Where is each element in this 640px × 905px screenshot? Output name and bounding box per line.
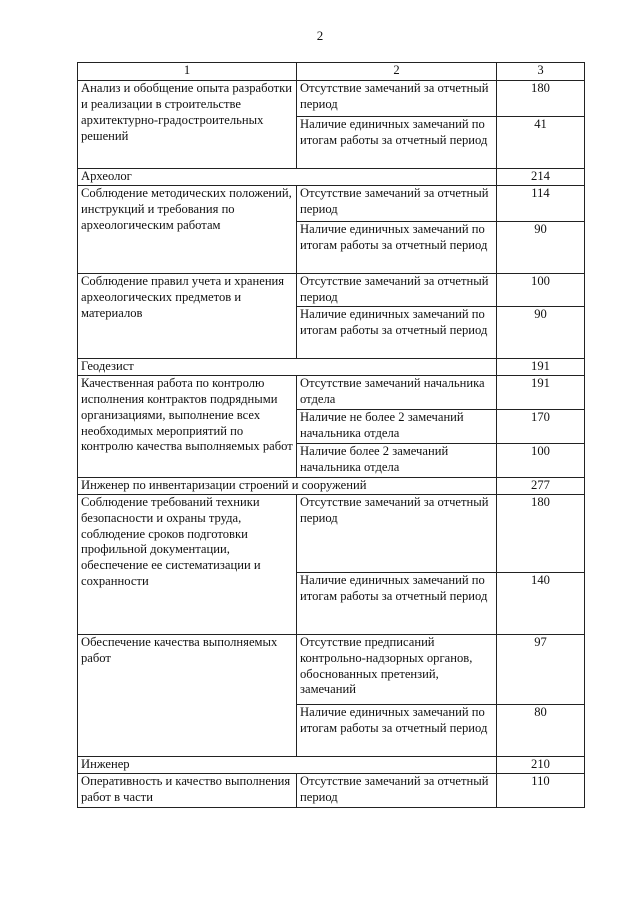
section-row xyxy=(78,358,585,375)
condition-cell: Наличие единичных замечаний по итогам работы за отчетный период xyxy=(297,306,497,358)
table-row xyxy=(78,494,585,572)
condition-cell: Отсутствие замечаний за отчетный период xyxy=(297,185,497,221)
points-cell: 110 xyxy=(497,773,585,807)
condition-cell: Отсутствие замечаний за отчетный период xyxy=(297,273,497,306)
criterion-cell: Соблюдение требований техники безопасности и охраны труда, соблюдение сроков подготовки профильной документации, обеспечение ее систематизации и сохранности xyxy=(78,494,297,634)
points-cell: 90 xyxy=(497,221,585,273)
condition-cell: Наличие единичных замечаний по итогам работы за отчетный период xyxy=(297,117,497,169)
section-points: 277 xyxy=(497,477,585,494)
points-cell: 41 xyxy=(497,117,585,169)
section-points: 214 xyxy=(497,169,585,186)
points-cell: 97 xyxy=(497,634,585,704)
table-row xyxy=(78,273,585,306)
points-cell: 140 xyxy=(497,572,585,634)
points-cell: 100 xyxy=(497,443,585,477)
points-cell: 80 xyxy=(497,704,585,756)
criteria-table xyxy=(77,62,585,808)
table-row xyxy=(78,634,585,704)
header-col-2: 2 xyxy=(297,63,497,81)
header-col-1: 1 xyxy=(78,63,297,81)
condition-cell: Наличие единичных замечаний по итогам работы за отчетный период xyxy=(297,704,497,756)
points-cell: 90 xyxy=(497,306,585,358)
criterion-cell: Оперативность и качество выполнения работ в части xyxy=(78,773,297,807)
section-row xyxy=(78,169,585,186)
criterion-cell: Обеспечение качества выполняемых работ xyxy=(78,634,297,756)
condition-cell: Наличие более 2 замечаний начальника отдела xyxy=(297,443,497,477)
section-points: 191 xyxy=(497,358,585,375)
points-cell: 180 xyxy=(497,81,585,117)
points-cell: 114 xyxy=(497,185,585,221)
condition-cell: Наличие не более 2 замечаний начальника отдела xyxy=(297,409,497,443)
points-cell: 180 xyxy=(497,494,585,572)
points-cell: 170 xyxy=(497,409,585,443)
criterion-cell: Качественная работа по контролю исполнения контрактов подрядными организациями, выполнение всех необходимых мероприятий по контролю качества выполняемых работ xyxy=(78,375,297,477)
section-row xyxy=(78,756,585,773)
table-row xyxy=(78,185,585,221)
points-cell: 191 xyxy=(497,375,585,409)
condition-cell: Отсутствие замечаний за отчетный период xyxy=(297,494,497,572)
criterion-cell: Соблюдение правил учета и хранения археологических предметов и материалов xyxy=(78,273,297,358)
condition-cell: Отсутствие замечаний за отчетный период xyxy=(297,81,497,117)
criterion-cell: Соблюдение методических положений, инструкций и требования по археологическим работам xyxy=(78,185,297,273)
section-title: Геодезист xyxy=(78,358,497,375)
table-row xyxy=(78,773,585,807)
section-title: Инженер xyxy=(78,756,497,773)
section-title: Инженер по инвентаризации строений и сооружений xyxy=(78,477,497,494)
table-header-row xyxy=(78,63,585,81)
condition-cell: Отсутствие замечаний начальника отдела xyxy=(297,375,497,409)
condition-cell: Наличие единичных замечаний по итогам работы за отчетный период xyxy=(297,221,497,273)
condition-cell: Отсутствие предписаний контрольно-надзорных органов, обоснованных претензий, замечаний xyxy=(297,634,497,704)
condition-cell: Наличие единичных замечаний по итогам работы за отчетный период xyxy=(297,572,497,634)
section-title: Археолог xyxy=(78,169,497,186)
criterion-cell: Анализ и обобщение опыта разработки и реализации в строительстве архитектурно-градостроительных решений xyxy=(78,81,297,169)
page-number: 2 xyxy=(316,28,324,43)
table-row xyxy=(78,81,585,117)
condition-cell: Отсутствие замечаний за отчетный период xyxy=(297,773,497,807)
section-row xyxy=(78,477,585,494)
points-cell: 100 xyxy=(497,273,585,306)
header-col-3: 3 xyxy=(497,63,585,81)
section-points: 210 xyxy=(497,756,585,773)
table-row xyxy=(78,375,585,409)
